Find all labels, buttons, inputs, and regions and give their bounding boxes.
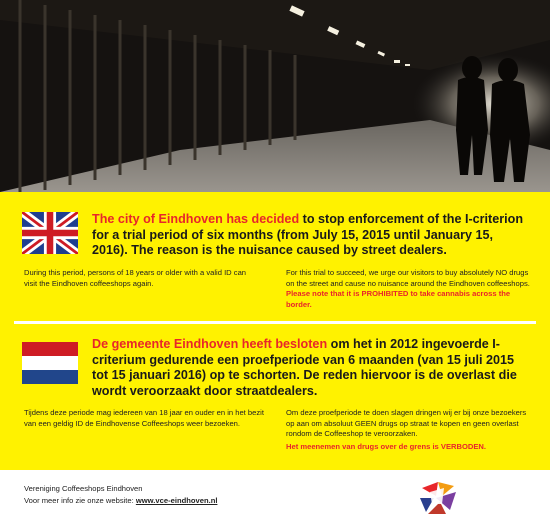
english-headline [92,212,532,259]
english-right-paragraph [286,268,534,310]
english-headline-highlight: The city of Eindhoven has decided [92,212,300,226]
dutch-left-paragraph [24,408,264,429]
vce-logo-icon [416,478,460,518]
dutch-warning-text: Het meenemen van drugs over de grens is VERBODEN. [286,441,487,451]
uk-flag-icon [22,212,78,254]
english-left-paragraph [24,268,256,289]
dutch-headline [92,337,532,399]
english-warning-text: Please note that it is PROHIBITED to take cannabis across the border. [286,289,511,309]
dutch-left-text: Tijdens deze periode mag iedereen van 18 jaar en ouder en in het bezit van een geldig ID de Eindhovense Coffeeshops weer bezoeken. [24,408,264,428]
dutch-headline-text: om het in 2012 ingevoerde I-criterium gedurende een proefperiode van 6 maanden (van 15 juli 2015 tot 15 januari 2016) op te schorten. De reden hiervoor is de overlast die wordt veroorzaakt door straatdealers. [92,337,517,398]
footer-more-info: Voor meer info zie onze website: [24,496,136,505]
english-left-text: During this period, persons of 18 years or older with a valid ID can visit the Eindhoven coffeeshops again. [24,268,247,288]
dutch-headline-highlight: De gemeente Eindhoven heeft besloten [92,337,328,351]
english-right-text: For this trial to succeed, we urge our visitors to buy absolutely NO drugs on the street and cause no nuisance around the Eindhoven coffeeshops. [286,268,530,288]
tunnel-photo-illustration [0,0,550,192]
footer-website-line [24,495,217,506]
english-headline-text: to stop enforcement of the I-criterion for a trial period of six months (from July 15, 2015 until January 15, 2016). The reason is the nuisance caused by street dealers. [92,212,524,257]
dutch-right-text: Om deze proefperiode te doen slagen dringen wij er bij onze bezoekers op aan om absoluut GEEN drugs op straat te kopen en geen overlast rondom de Coffeeshop te veroorzaken. [286,408,527,438]
footer-website-link[interactable]: www.vce-eindhoven.nl [135,496,218,505]
section-divider [14,321,536,324]
header-photo [0,0,550,192]
dutch-right-paragraph [286,408,536,452]
nl-flag-icon [22,342,78,384]
footer-org-name: Vereniging Coffeeshops Eindhoven [24,484,143,493]
